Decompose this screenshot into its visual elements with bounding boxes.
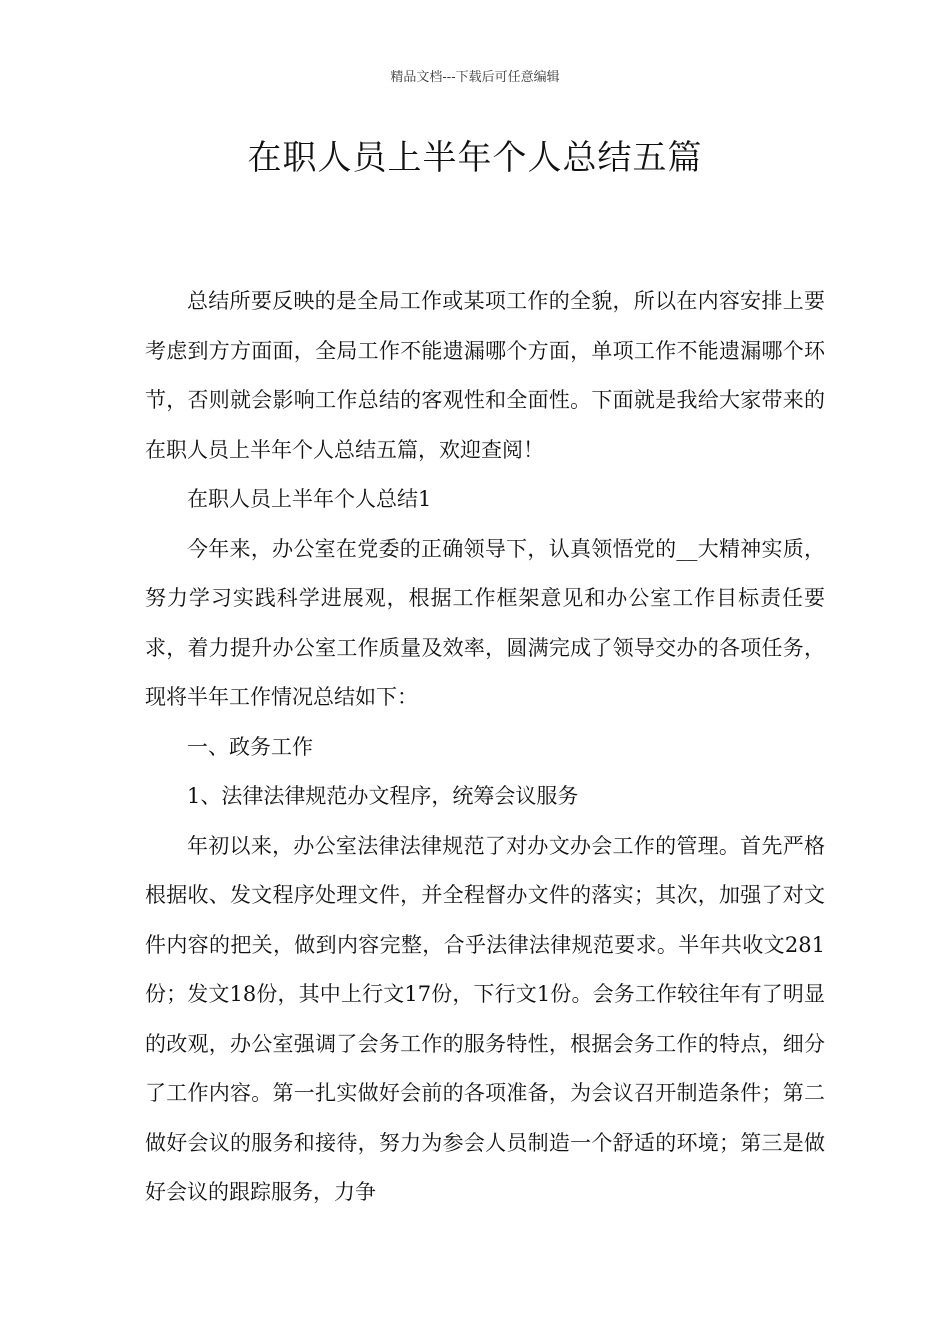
document-body	[145, 277, 825, 1218]
paragraph-intro: 总结所要反映的是全局工作或某项工作的全貌，所以在内容安排上要考虑到方方面面，全局工作不能遗漏哪个方面，单项工作不能遗漏哪个环节，否则就会影响工作总结的客观性和全面性。下面就是我给大家带来的在职人员上半年个人总结五篇，欢迎查阅！	[145, 289, 825, 462]
subsection-heading: 1、法律法律规范办文程序，统筹会议服务	[187, 784, 579, 808]
subsection-heading: 一、政务工作	[187, 734, 313, 759]
section-heading: 在职人员上半年个人总结1	[187, 487, 432, 511]
document-title: 在职人员上半年个人总结五篇	[247, 138, 703, 178]
paragraph: 年初以来，办公室法律法律规范了对办文办会工作的管理。首先严格根据收、发文程序处理文件，并全程督办文件的落实；其次，加强了对文件内容的把关，做到内容完整，合乎法律法律规范要求。半年共收文281份；发文18份，其中上行文17份，下行文1份。会务工作较往年有了明显的改观，办公室强调了会务工作的服务特性，根据会务工作的特点，细分了工作内容。第一扎实做好会前的各项准备，为会议召开制造条件；第二做好会议的服务和接待，努力为参会人员制造一个舒适的环境；第三是做好会议的跟踪服务，力争	[145, 833, 825, 1204]
paragraph: 今年来，办公室在党委的正确领导下，认真领悟党的__大精神实质，努力学习实践科学进展观，根据工作框架意见和办公室工作目标责任要求，着力提升办公室工作质量及效率，圆满完成了领导交办的各项任务，现将半年工作情况总结如下：	[145, 536, 825, 709]
page-header: 精品文档---下载后可任意编辑	[390, 70, 560, 85]
